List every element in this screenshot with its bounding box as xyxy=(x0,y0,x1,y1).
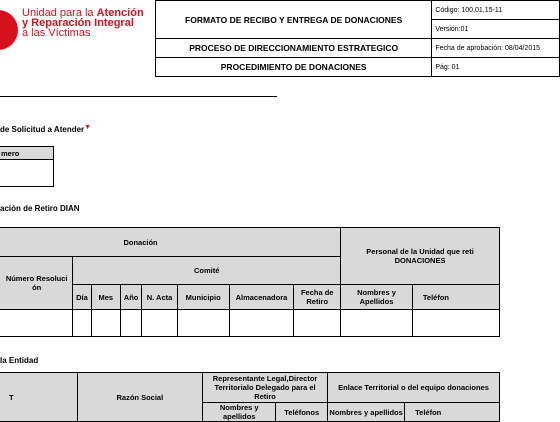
table-cell[interactable] xyxy=(120,310,141,337)
approval-date: Fecha de aprobación: 08/04/2015 xyxy=(432,39,560,58)
entity-table: T Razón Social Representante Legal,Director Territorialo Delegado para el Retiro Enlace Territorial o del equipo donaciones Nombres y apellidos Teléfonos Nombres y apellidos Teléfon xyxy=(0,372,500,422)
comment-marker-icon: ▼ xyxy=(84,124,92,131)
table-cell[interactable] xyxy=(73,310,91,337)
table-cell[interactable] xyxy=(341,310,413,337)
doc-code: Código: 100,01,15-11 xyxy=(432,1,560,20)
signature-line xyxy=(0,96,277,97)
table-cell[interactable] xyxy=(177,310,229,337)
staff-header: Personal de la Unidad que reti DONACIONES xyxy=(341,228,500,285)
section-dian: ación de Retiro DIAN xyxy=(0,204,80,213)
table-cell[interactable] xyxy=(0,310,73,337)
table-cell[interactable] xyxy=(91,310,120,337)
logo-text: Unidad para la Atención y Reparación Integral a las Víctimas xyxy=(22,7,144,39)
header-table xyxy=(155,0,560,77)
doc-version: Versión:01 xyxy=(432,20,560,39)
page-number: Pág: 01 xyxy=(432,58,560,77)
resolution-header: Número Resoluci ón xyxy=(0,257,73,310)
dian-table: Donación Personal de la Unidad que reti DONACIONES Número Resoluci ón Comité Día Mes Año N. Acta Municipio Almacenadora Fecha de Retiro Nombres y Apellidos Teléfon xyxy=(0,227,500,337)
logo-mark xyxy=(0,10,18,50)
section-entity: la Entidad xyxy=(0,356,39,365)
table-cell[interactable] xyxy=(229,310,294,337)
committee-header: Comité xyxy=(73,257,341,285)
form-title: FORMATO DE RECIBO Y ENTREGA DE DONACIONES xyxy=(156,1,432,39)
section-request: de Solicitud a Atender▼ xyxy=(0,124,92,134)
request-table: mero xyxy=(0,146,54,187)
request-number-cell[interactable] xyxy=(0,160,54,187)
procedure-name: PROCEDIMIENTO DE DONACIONES xyxy=(156,58,432,77)
donation-header: Donación xyxy=(0,228,341,257)
table-cell[interactable] xyxy=(294,310,341,337)
process-name: PROCESO DE DIRECCIONAMIENTO ESTRATEGICO xyxy=(156,39,432,58)
table-cell[interactable] xyxy=(412,310,499,337)
table-cell[interactable] xyxy=(142,310,178,337)
